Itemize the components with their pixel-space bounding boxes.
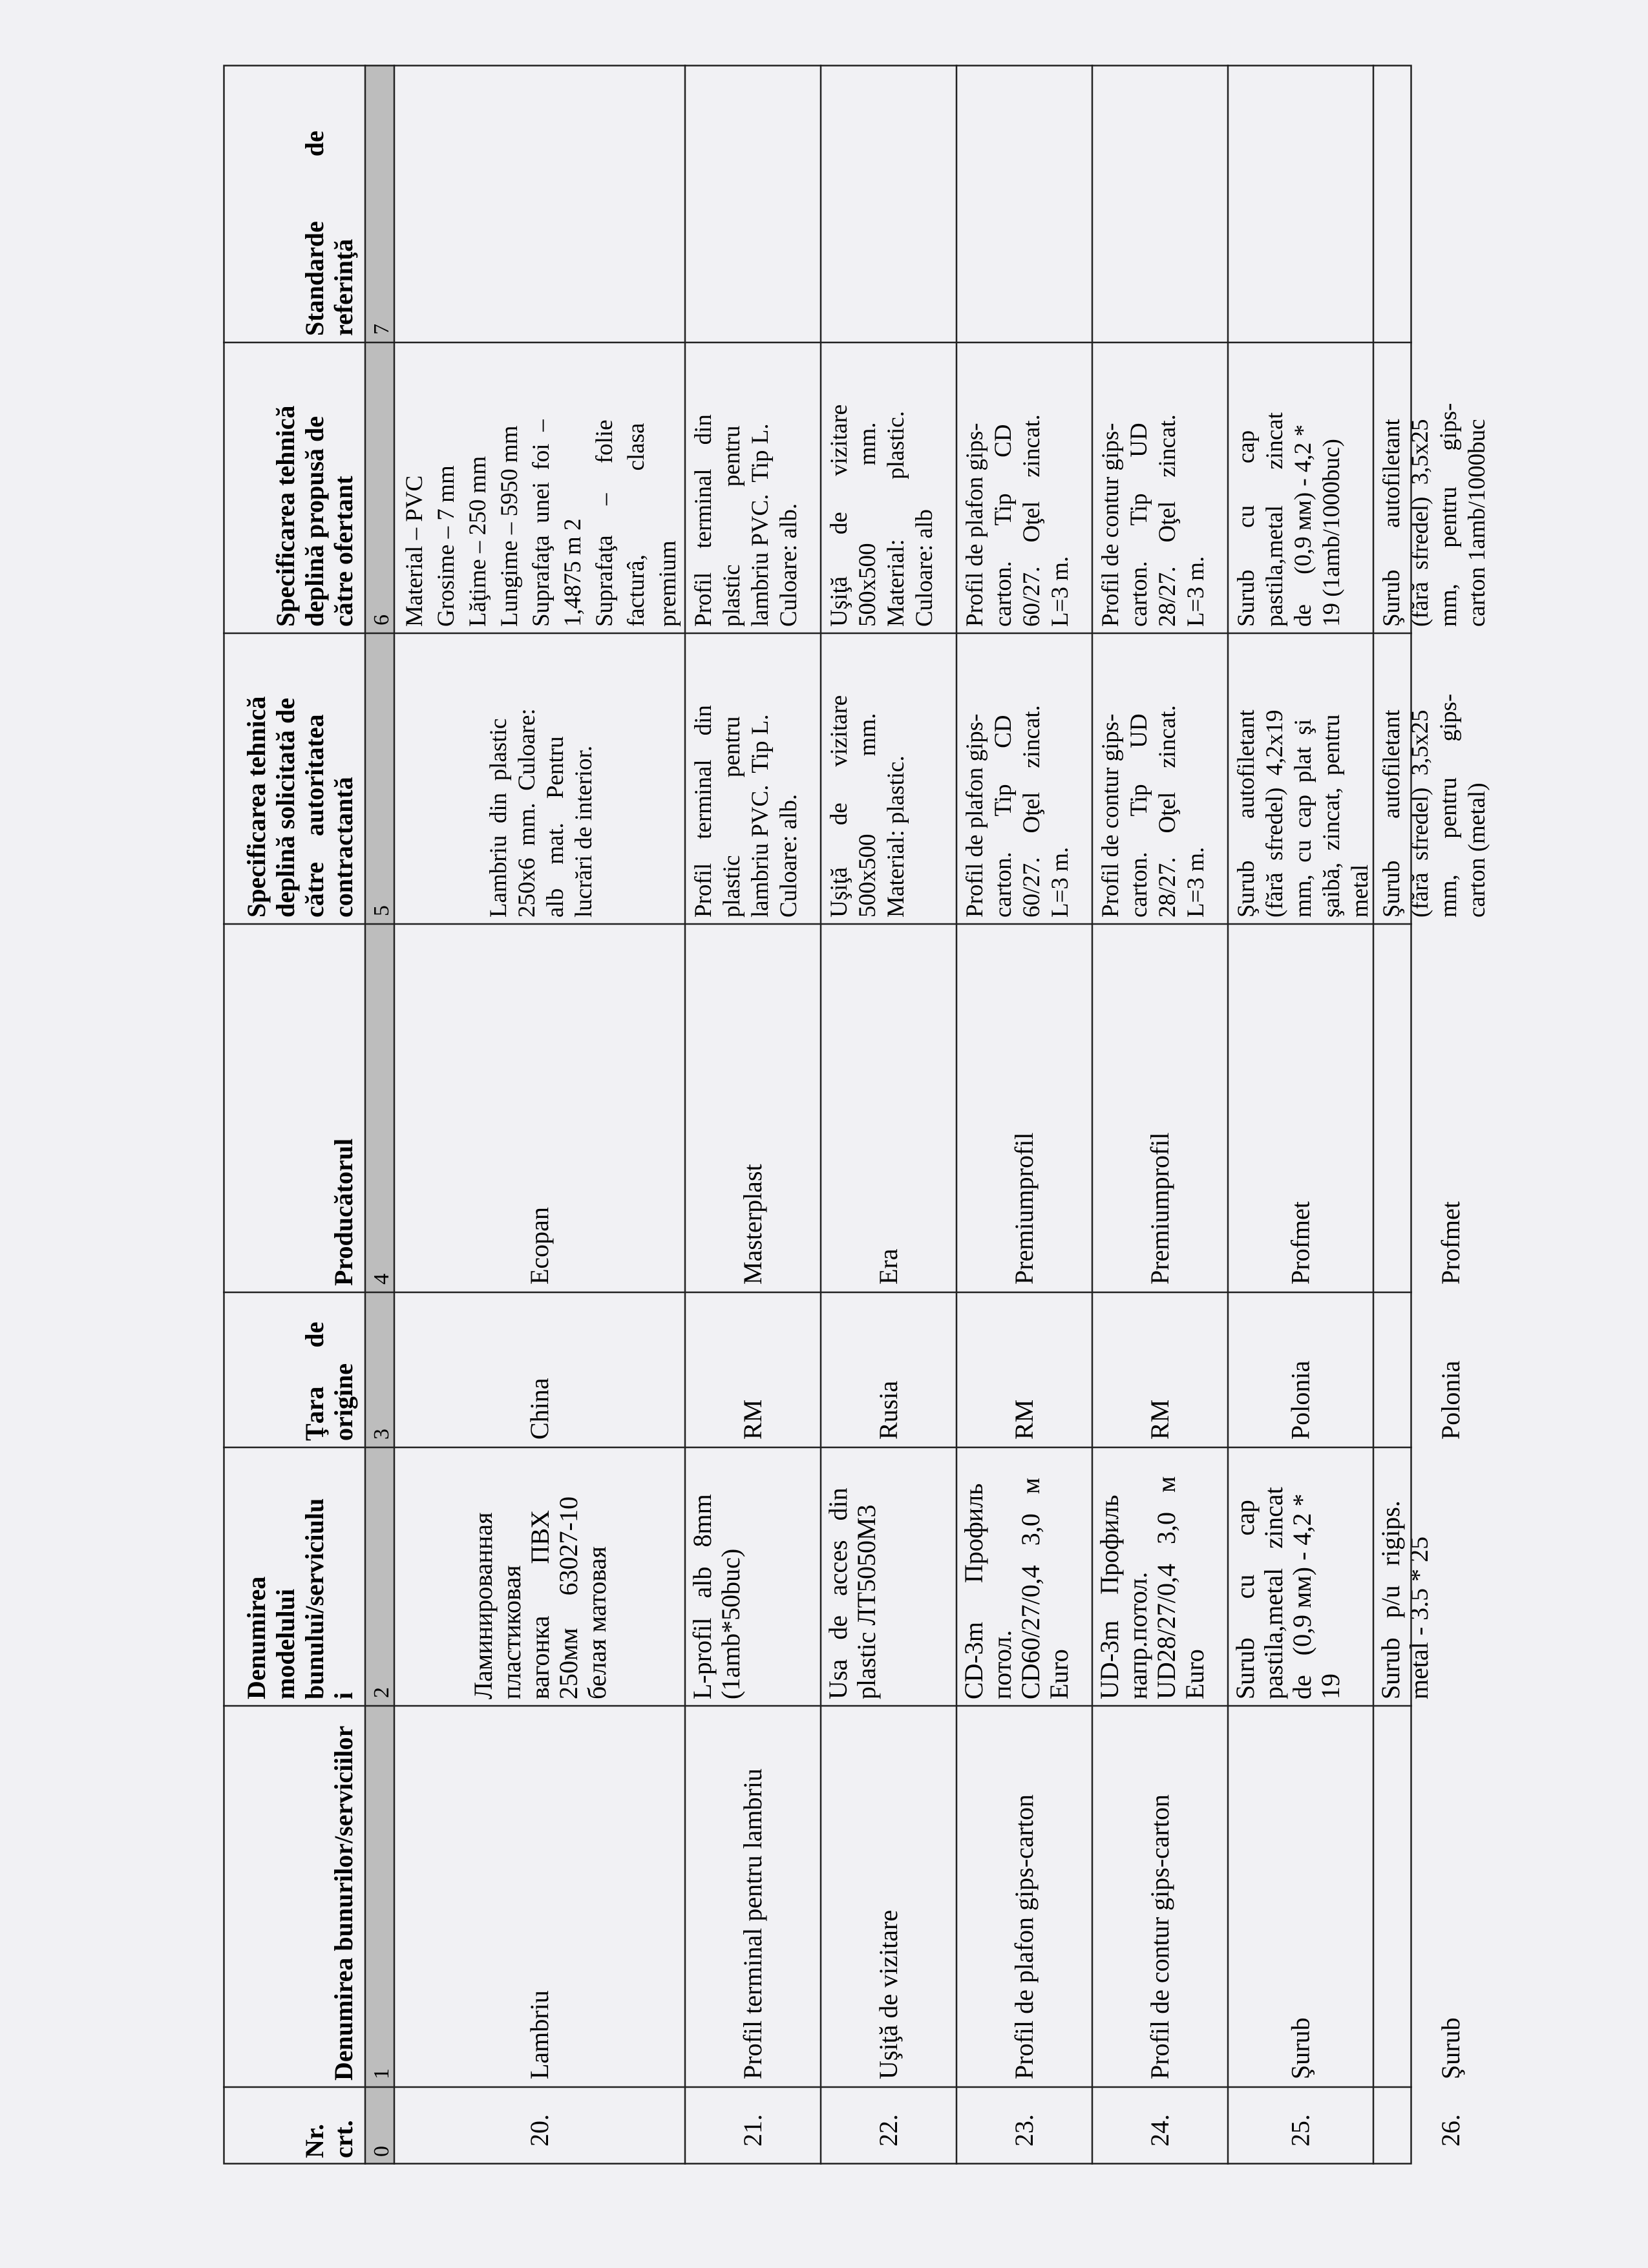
country-of-origin: China (525, 1378, 554, 1440)
header-requested-spec: Specificarea tehnică (242, 696, 271, 918)
column-number: 4 (370, 1274, 394, 1285)
offered-spec: Surub cu cap (1233, 430, 1260, 627)
header-offered-spec: deplină propusă de (300, 415, 329, 627)
offered-spec: Lungime – 5950 mm (496, 425, 523, 627)
requested-spec: L=3 m. (1047, 846, 1073, 918)
model-name: 250мм 63027-10 (554, 1496, 583, 1699)
goods-name: Lambriu (525, 1990, 554, 2079)
producer-name: Premiumprofil (1145, 1132, 1174, 1285)
header-requested-spec: deplină solicitată de (271, 697, 300, 918)
producer-name: Masterplast (738, 1164, 767, 1285)
requested-spec: şaibă, zincat, pentru (1318, 714, 1345, 918)
requested-spec: alb mat. Pentru (542, 736, 569, 918)
column-number: 1 (370, 2068, 394, 2079)
row-number: 20. (525, 2114, 554, 2147)
offered-spec: lambriu PVC. Tip L. (747, 423, 774, 627)
requested-spec: Material: plastic. (883, 755, 909, 918)
model-name: CD60/27/0,4 3,0 м (1016, 1477, 1045, 1699)
offered-spec: (fără sfredel) 3,5x25 (1407, 419, 1433, 627)
offered-spec: L=3 m. (1047, 556, 1073, 627)
header-country: Ţara de (300, 1321, 329, 1441)
header-model-name: Denumirea (242, 1576, 271, 1699)
table-row (1436, 1201, 1465, 2147)
header-standards: Standarde de (300, 131, 329, 336)
header-requested-spec: contractantă (329, 777, 358, 918)
offered-spec: Suprafaţa unei foi – (528, 419, 555, 627)
row-number: 21. (738, 2114, 767, 2147)
offered-spec: carton. Tip UD (1126, 423, 1152, 627)
goods-name: Profil de plafon gips-carton (1009, 1794, 1039, 2079)
header-offered-spec: către ofertant (329, 476, 358, 627)
header-standards: referinţă (329, 238, 358, 336)
header-requested-spec: către autoritatea (300, 714, 329, 918)
header-model-name: bunului/serviciulu (300, 1498, 329, 1699)
model-name: Surub cu cap (1231, 1500, 1260, 1699)
model-name: Euro (1044, 1649, 1073, 1699)
model-name: L-profil alb 8mm (688, 1494, 717, 1699)
offered-spec: 500x500 mm. (854, 422, 881, 627)
requested-spec: Uşiţă de vizitare (826, 695, 852, 918)
header-nr: Nr. (300, 2124, 329, 2158)
requested-spec: 250x6 mm. Culoare: (514, 708, 540, 918)
requested-spec: mm, pentru gips- (1435, 693, 1462, 918)
offered-spec: Profil terminal din (690, 414, 717, 627)
requested-spec: carton. Tip UD (1126, 713, 1152, 918)
row-number: 22. (874, 2114, 903, 2147)
header-offered-spec: Specificarea tehnică (271, 405, 300, 627)
specification-table (223, 65, 1490, 2165)
row-number: 26. (1436, 2114, 1465, 2147)
header-country: origine (329, 1363, 358, 1441)
model-name: metal - 3.5 * 25 (1404, 1536, 1433, 1699)
model-name: de (0,9 мм) - 4,2 * (1287, 1493, 1316, 1699)
offered-spec: Culoare: alb (911, 509, 938, 627)
model-name: Ламинированная (469, 1512, 498, 1699)
goods-name: Profil de contur gips-carton (1145, 1794, 1174, 2079)
offered-spec: Profil de plafon gips- (962, 423, 988, 627)
producer-name: Premiumprofil (1009, 1132, 1039, 1285)
requested-spec: 60/27. Oţel zincat. (1019, 705, 1045, 918)
offered-spec: 28/27. Oţel zincat. (1154, 414, 1181, 627)
model-name: Euro (1180, 1649, 1209, 1699)
requested-spec: Şurub autofiletant (1379, 709, 1405, 918)
model-name: 19 (1316, 1674, 1345, 1699)
requested-spec: Culoare: alb. (776, 793, 802, 918)
offered-spec: de (0,9 мм) - 4,2 * (1290, 425, 1316, 627)
header-nr: crt. (329, 2120, 358, 2158)
requested-spec: (fără sfredel) 3,5x25 (1407, 709, 1433, 918)
offered-spec: facturâ, clasa (623, 423, 650, 627)
requested-spec: carton. Tip CD (990, 715, 1017, 918)
model-name: вагонка ПВХ (525, 1510, 555, 1699)
model-name: plastic ЛТ5050М3 (852, 1504, 881, 1699)
model-name: белая матовая (582, 1546, 611, 1699)
table-border (224, 66, 1411, 2164)
row-number: 23. (1009, 2114, 1039, 2147)
country-of-origin: Rusia (874, 1380, 903, 1440)
model-name: напр.потол. (1123, 1571, 1152, 1699)
requested-spec: Lambriu din plastic (485, 718, 512, 918)
column-number: 5 (370, 905, 394, 916)
header-model-name: i (329, 1692, 358, 1699)
column-number: 7 (370, 324, 394, 335)
requested-spec: 28/27. Oţel zincat. (1154, 705, 1181, 918)
requested-spec: plastic pentru (719, 716, 745, 918)
goods-name: Uşiţă de vizitare (874, 1909, 903, 2079)
offered-spec: Material: plastic. (883, 411, 909, 627)
requested-spec: Profil terminal din (690, 705, 717, 918)
model-name: pastila,metal zincat (1259, 1487, 1288, 1699)
model-name: пластиковая (497, 1565, 526, 1699)
requested-spec: Profil de contur gips- (1097, 713, 1124, 918)
model-name: Surub p/u rigips. (1376, 1500, 1405, 1699)
country-of-origin: RM (1009, 1399, 1039, 1440)
country-of-origin: RM (738, 1399, 767, 1440)
row-number: 24. (1145, 2114, 1174, 2147)
offered-spec: 1,4875 m 2 (560, 518, 586, 627)
requested-spec: lambriu PVC. Tip L. (747, 714, 774, 918)
requested-spec: mm, cu cap plat şi (1290, 719, 1316, 918)
country-of-origin: Polonia (1436, 1360, 1465, 1440)
country-of-origin: RM (1145, 1399, 1174, 1440)
offered-spec: carton 1amb/1000buc (1464, 419, 1490, 627)
header-model-name: modelului (271, 1588, 300, 1699)
model-name: UD28/27/0,4 3,0 м (1152, 1476, 1181, 1699)
producer-name: Ecopan (525, 1207, 554, 1285)
offered-spec: Lăţime – 250 mm (465, 456, 491, 627)
requested-spec: carton (metal) (1464, 782, 1490, 918)
offered-spec: pastila,metal zincat (1262, 412, 1288, 627)
offered-spec: 19 (1amb/1000buc) (1318, 439, 1345, 627)
offered-spec: mm, pentru gips- (1435, 403, 1462, 627)
requested-spec: Profil de plafon gips- (962, 713, 988, 918)
offered-spec: premium (655, 540, 681, 627)
requested-spec: (fără sfredel) 4,2x19 (1262, 709, 1288, 918)
rotated-table-block (223, 65, 1490, 2165)
goods-name: Profil terminal pentru lambriu (738, 1769, 767, 2079)
offered-spec: Uşiţă de vizitare (826, 404, 852, 627)
column-number: 2 (370, 1687, 394, 1698)
offered-spec: Suprafaţa – folie (591, 419, 618, 627)
column-number: 6 (370, 614, 394, 625)
requested-spec: 500x500 mm. (854, 713, 881, 918)
model-name: Usa de acces din (823, 1487, 852, 1699)
offered-spec: carton. Tip CD (990, 424, 1017, 627)
model-name: (1amb*50buc) (716, 1548, 745, 1699)
requested-spec: L=3 m. (1183, 846, 1209, 918)
producer-name: Profmet (1436, 1201, 1465, 1285)
offered-spec: Culoare: alb. (776, 503, 802, 627)
row-number: 25. (1285, 2114, 1315, 2147)
country-of-origin: Polonia (1285, 1360, 1315, 1440)
offered-spec: Material – PVC (401, 475, 428, 627)
model-name: UD-3m Профиль (1095, 1495, 1124, 1699)
producer-name: Profmet (1285, 1201, 1315, 1285)
offered-spec: plastic pentru (719, 425, 745, 627)
header-goods-name: Denumirea bunurilor/serviciilor (329, 1725, 358, 2081)
model-name: потол. (988, 1630, 1017, 1699)
producer-name: Era (874, 1248, 903, 1285)
header-producer: Producătorul (329, 1138, 358, 1286)
requested-spec: Şurub autofiletant (1233, 709, 1260, 918)
offered-spec: Şurub autofiletant (1379, 419, 1405, 627)
column-number: 3 (370, 1429, 394, 1440)
offered-spec: Grosime – 7 mm (433, 465, 460, 627)
requested-spec: metal (1347, 864, 1373, 918)
requested-spec: lucrări de interior. (571, 745, 597, 918)
goods-name: Şurub (1285, 2017, 1315, 2079)
column-number: 0 (370, 2146, 394, 2157)
goods-name: Şurub (1436, 2017, 1465, 2079)
column-number-strip (365, 65, 394, 2165)
offered-spec: 60/27. Oţel zincat. (1019, 414, 1045, 627)
model-name: CD-3m Профиль (959, 1483, 988, 1699)
offered-spec: Profil de contur gips- (1097, 423, 1124, 627)
offered-spec: L=3 m. (1183, 556, 1209, 627)
